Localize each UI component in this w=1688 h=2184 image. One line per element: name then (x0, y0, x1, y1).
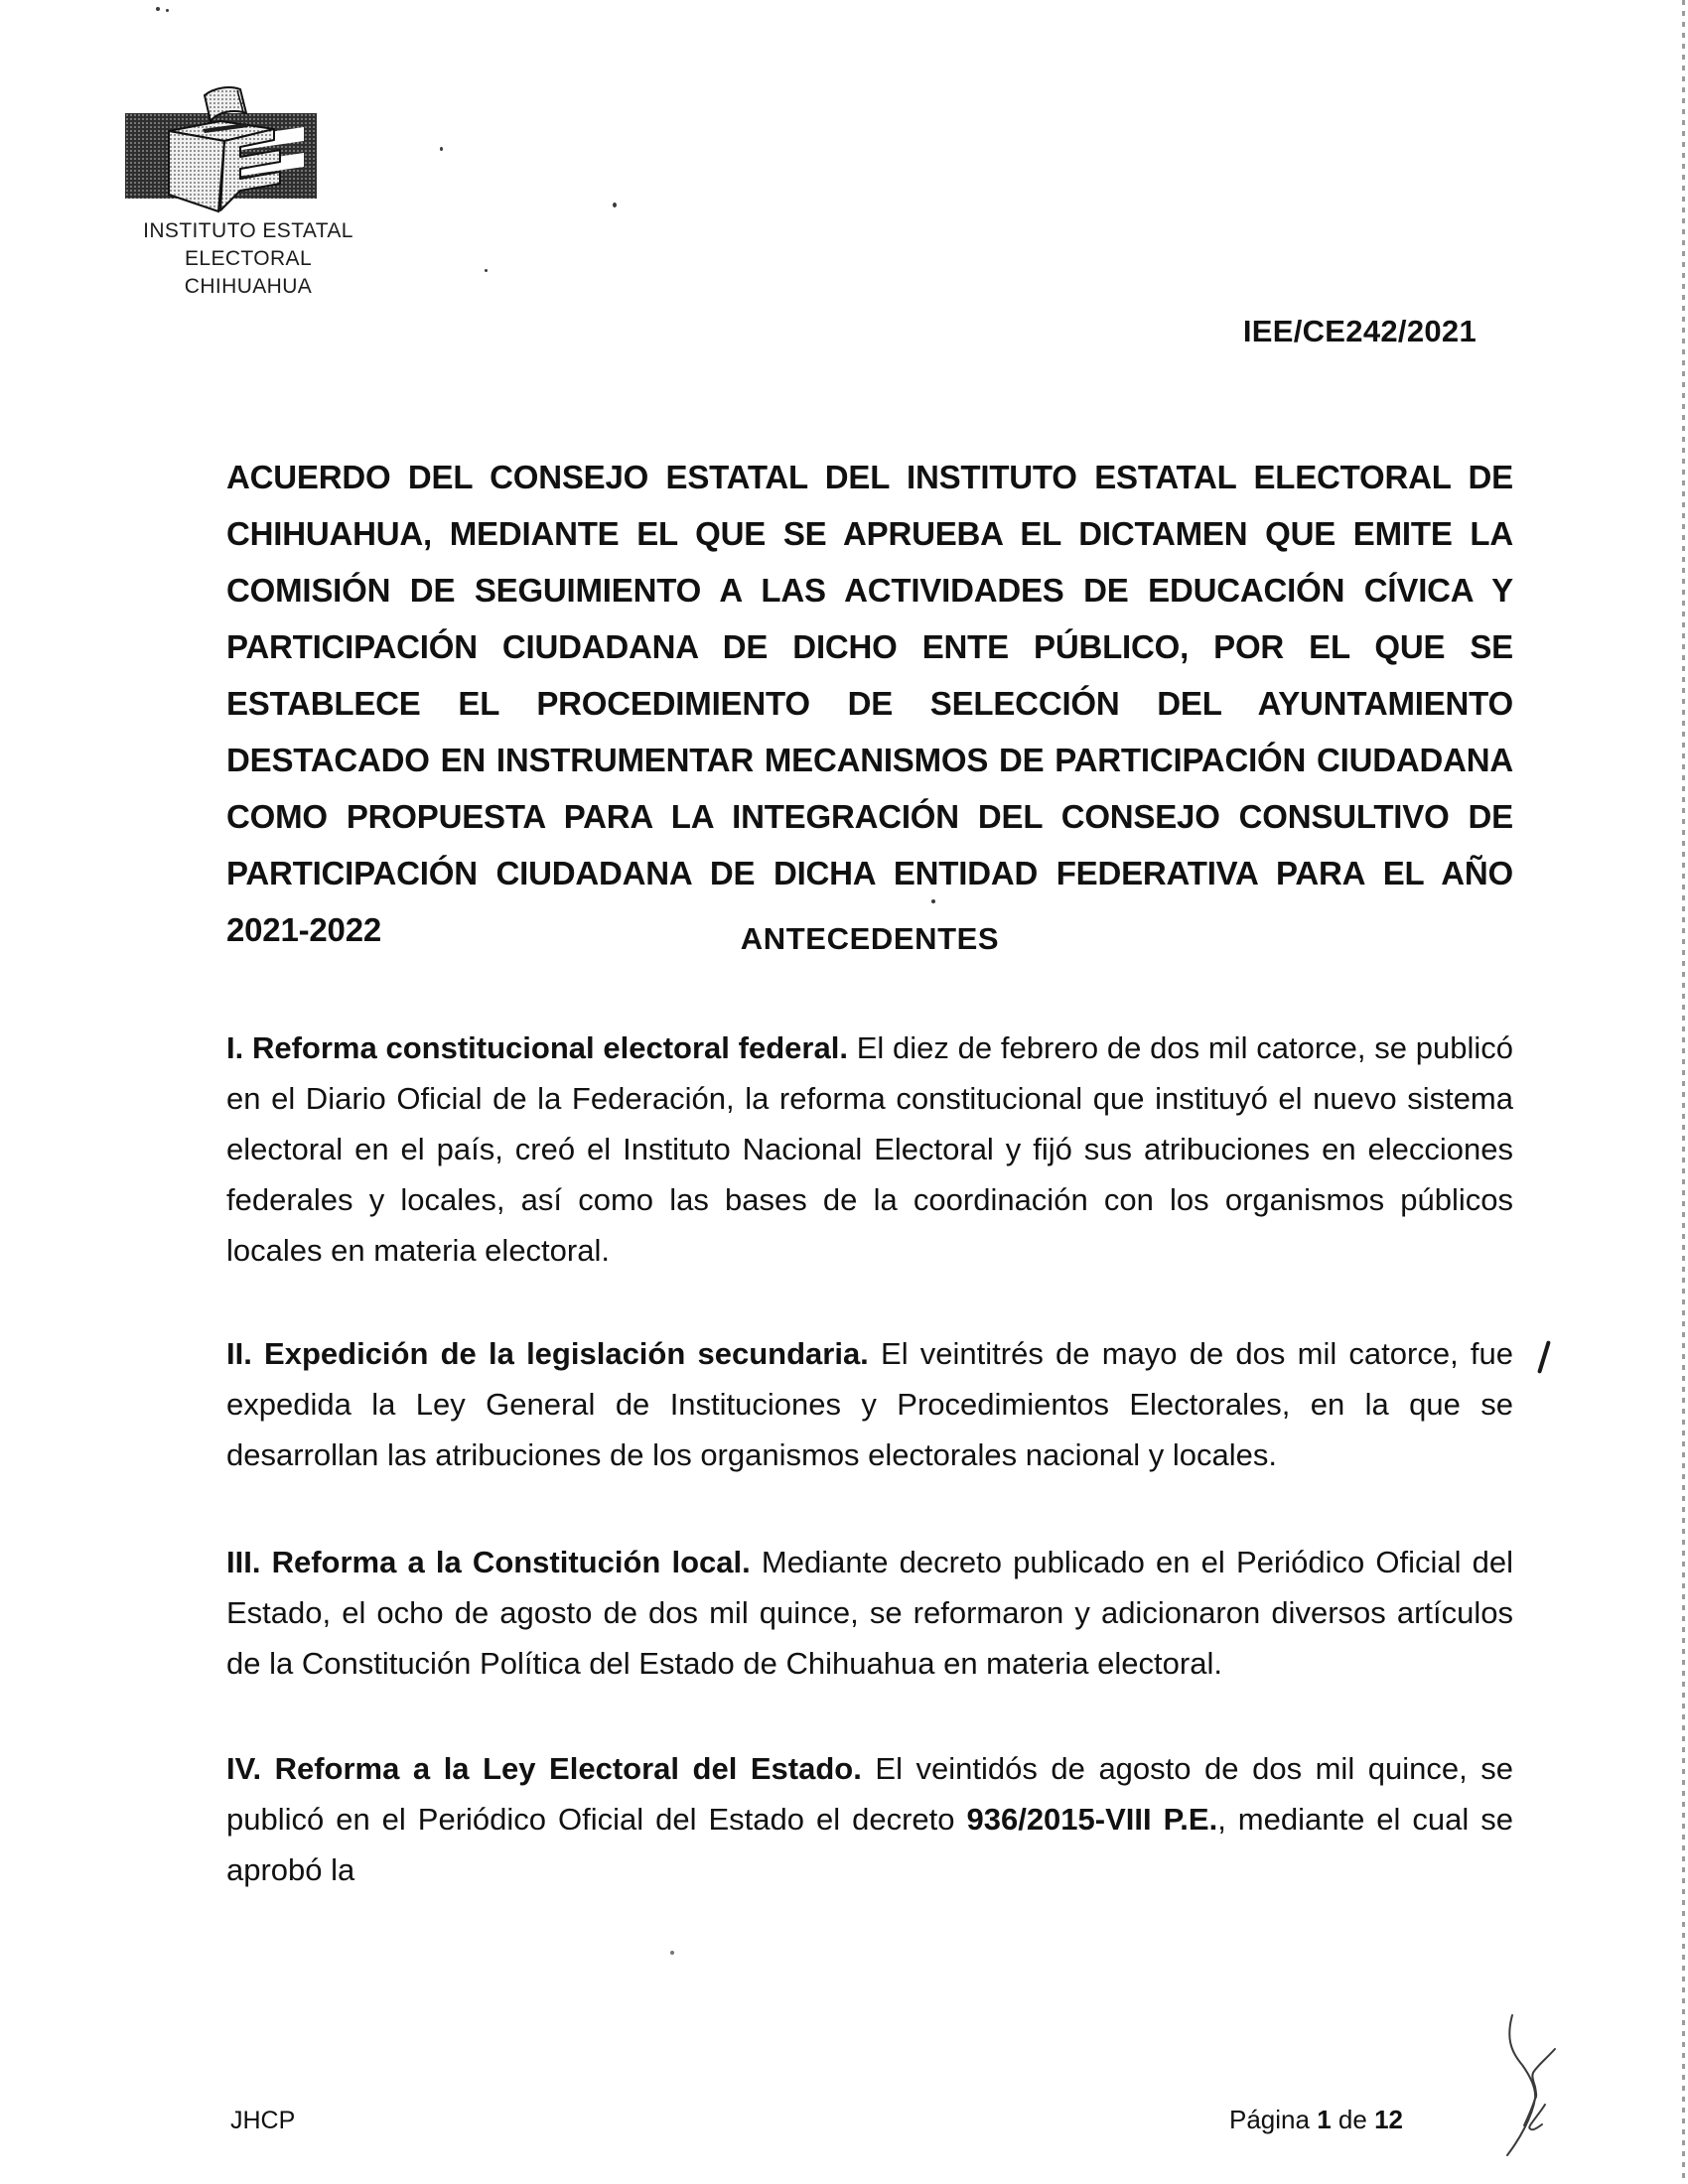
scan-artifact-dot (485, 269, 488, 272)
footer-page-separator: de (1337, 2105, 1367, 2134)
paragraph-iv-reforma-ley-electoral: IV. Reforma a la Ley Electoral del Estado. El veintidós de agosto de dos mil quince, se publicó en el Periódico Oficial del Estado el decreto 936/2015-VIII P.E., mediante el cual se aprobó la (226, 1751, 1514, 1887)
paragraph-iii-reforma-constitucion-local: III. Reforma a la Constitución local. Mediante decreto publicado en el Periódico Oficial del Estado, el ocho de agosto de dos mil quince, se reformaron y adicionaron diversos artículos de la Constitución Política del Estado de Chihuahua en materia electoral. (226, 1545, 1514, 1681)
scan-artifact-dot (613, 203, 617, 207)
institution-name-line2: CHIHUAHUA (184, 275, 313, 298)
signature-flourish (1433, 1999, 1562, 2184)
document-reference: IEE/CE242/2021 (1242, 314, 1477, 348)
scan-artifact-dot (156, 7, 160, 11)
scan-artifact-dot (931, 899, 935, 903)
paragraph-ii-expedicion-legislacion: II. Expedición de la legislación secundaria. El veintitrés de mayo de dos mil catorce, fue expedida la Ley General de Instituciones y Procedimientos Electorales, en la que se desarrollan las atribuciones de los organismos electorales nacional y locales. (226, 1336, 1513, 1472)
institution-name (87, 217, 409, 301)
institution-name-line1: INSTITUTO ESTATAL ELECTORAL (143, 219, 353, 270)
footer-page-prefix: Página (1229, 2105, 1310, 2134)
footer-initials: JHCP (230, 2107, 296, 2134)
scan-artifact-dot (440, 147, 443, 151)
document-title: ACUERDO DEL CONSEJO ESTATAL DEL INSTITUTO ESTATAL ELECTORAL DE CHIHUAHUA, MEDIANTE EL QUE SE APRUEBA EL DICTAMEN QUE EMITE LA COMISIÓN DE SEGUIMIENTO A LAS ACTIVIDADES DE EDUCACIÓN CÍVICA Y PARTICIPACIÓN CIUDADANA DE DICHO ENTE PÚBLICO, POR EL QUE SE ESTABLECE EL PROCEDIMIENTO DE SELECCIÓN DEL AYUNTAMIENTO DESTACADO EN INSTRUMENTAR MECANISMOS DE PARTICIPACIÓN CIUDADANA COMO PROPUESTA PARA LA INTEGRACIÓN DEL CONSEJO CONSULTIVO DE PARTICIPACIÓN CIUDADANA DE DICHA ENTIDAD FEDERATIVA PARA EL AÑO 2021-2022 (226, 459, 1513, 948)
footer-page-number: 1 (1317, 2105, 1332, 2134)
scan-artifact-dot (166, 9, 169, 12)
scan-artifact-dot (670, 1951, 674, 1955)
iee-ballot-box-logo-icon (117, 69, 321, 216)
footer-page-total: 12 (1374, 2105, 1403, 2134)
pen-mark-slash (1537, 1340, 1551, 1374)
scan-edge-line (1682, 0, 1685, 2184)
section-heading-antecedentes: ANTECEDENTES (740, 921, 1000, 956)
footer-page-indicator (1229, 2105, 1403, 2135)
paragraph-i-reforma-constitucional: I. Reforma constitucional electoral federal. El diez de febrero de dos mil catorce, se publicó en el Diario Oficial de la Federación, la reforma constitucional que instituyó el nuevo sistema electoral en el país, creó el Instituto Nacional Electoral y fijó sus atribuciones en elecciones federales y locales, así como las bases de la coordinación con los organismos públicos locales en materia electoral. (226, 1030, 1513, 1268)
